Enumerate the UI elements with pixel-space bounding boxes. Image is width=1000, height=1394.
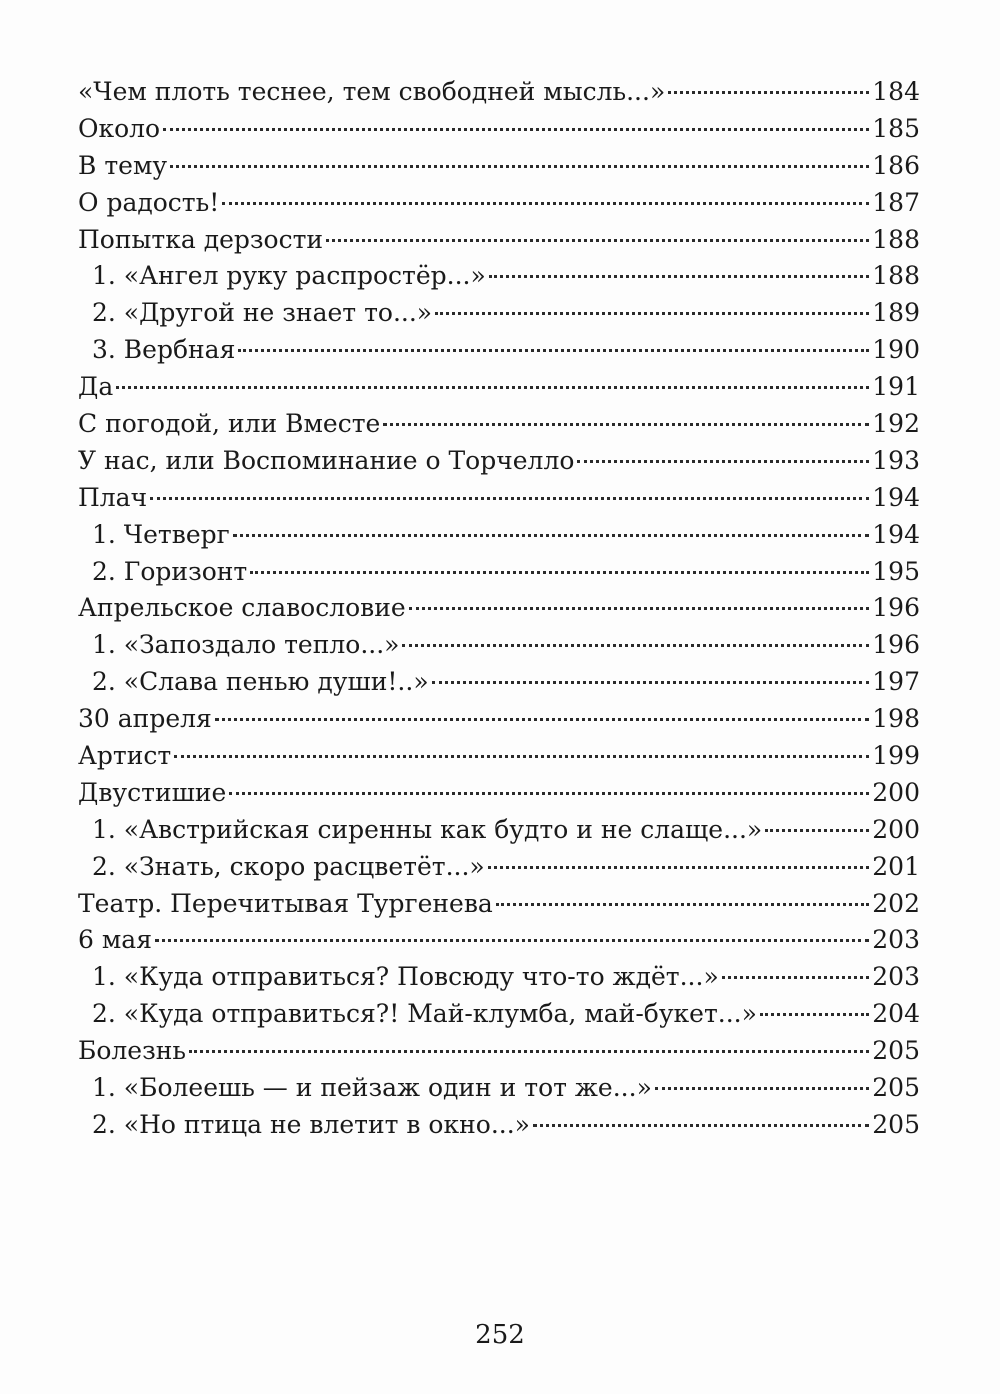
toc-entry: [78, 775, 920, 812]
dot-leader: [215, 718, 869, 721]
toc-entry-page: 197: [872, 667, 920, 697]
dot-leader: [155, 939, 869, 942]
dot-leader: [229, 792, 869, 795]
toc-entry-title: «Чем плоть теснее, тем свободней мысль...»: [78, 77, 666, 106]
toc-subentry: [78, 554, 920, 591]
dot-leader: [402, 644, 869, 647]
toc-entry-page: 194: [872, 482, 920, 512]
dot-leader: [577, 460, 869, 463]
dot-leader: [435, 312, 869, 315]
toc-entry-page: 188: [872, 224, 920, 254]
toc-subentry: [78, 517, 920, 554]
toc-subentry: [78, 332, 920, 369]
toc-entry-title: Да: [78, 372, 114, 402]
toc-entry-page: 191: [872, 372, 920, 402]
toc-entry-title: Апрельское славословие: [78, 593, 406, 623]
toc-entry: [78, 480, 920, 517]
toc-entry-title: 1. «Болеешь — и пейзаж один и тот же...»: [92, 1073, 652, 1103]
toc-entry-title: 2. Горизонт: [92, 556, 248, 586]
toc-subentry: [78, 664, 920, 701]
dot-leader: [496, 903, 869, 906]
toc-entry: [78, 369, 920, 406]
dot-leader: [174, 755, 869, 758]
toc-entry-title: 1. Четверг: [92, 519, 230, 549]
toc-entry-page: 196: [872, 630, 920, 660]
toc-entry-page: 198: [872, 704, 920, 734]
dot-leader: [170, 165, 869, 168]
toc-entry-page: 200: [872, 777, 920, 807]
toc-subentry: [78, 812, 920, 849]
toc-entry-page: 189: [872, 298, 920, 328]
toc-entry-title: 1. «Куда отправиться? Повсюду что-то ждёт...»: [92, 962, 719, 992]
toc-entry: [78, 222, 920, 259]
toc-entry-title: Артист: [78, 741, 172, 771]
toc-entry: [78, 406, 920, 443]
toc-subentry: [78, 1070, 920, 1107]
dot-leader: [189, 1050, 869, 1053]
toc-entry-title: 2. «Другой не знает то...»: [92, 298, 433, 328]
toc-entry-title: 3. Вербная: [92, 335, 236, 365]
table-of-contents: [78, 74, 920, 1144]
toc-entry-page: 205: [872, 1036, 920, 1066]
toc-entry-page: 184: [872, 77, 920, 106]
toc-entry: [78, 701, 920, 738]
toc-entry-page: 187: [872, 187, 920, 217]
toc-entry-page: 186: [872, 150, 920, 180]
dot-leader: [238, 349, 869, 352]
dot-leader: [163, 128, 869, 131]
toc-entry-page: 190: [872, 335, 920, 365]
toc-subentry: [78, 996, 920, 1033]
dot-leader: [222, 202, 869, 205]
toc-subentry: [78, 959, 920, 996]
toc-entry-title: 2. «Знать, скоро расцветёт...»: [92, 851, 485, 881]
toc-entry-title: 6 мая: [78, 925, 152, 955]
dot-leader: [668, 91, 869, 94]
toc-entry-page: 196: [872, 593, 920, 623]
toc-entry-title: Около: [78, 113, 161, 143]
toc-entry-page: 200: [872, 814, 920, 844]
toc-entry-title: 30 апреля: [78, 704, 212, 734]
toc-entry-page: 185: [872, 113, 920, 143]
toc-entry: [78, 922, 920, 959]
toc-subentry: [78, 1107, 920, 1144]
toc-entry-title: С погодой, или Вместе: [78, 409, 381, 439]
dot-leader: [326, 239, 869, 242]
dot-leader: [250, 571, 869, 574]
dot-leader: [150, 497, 869, 500]
toc-entry: [78, 886, 920, 923]
toc-entry-page: 205: [872, 1109, 920, 1139]
toc-entry-title: В тему: [78, 150, 168, 180]
toc-entry-page: 199: [872, 741, 920, 771]
toc-entry-title: О радость!: [78, 187, 220, 217]
toc-entry-title: Болезнь: [78, 1036, 187, 1066]
toc-entry-title: Плач: [78, 482, 148, 512]
toc-subentry: [78, 258, 920, 295]
dot-leader: [655, 1087, 869, 1090]
toc-entry-title: 1. «Ангел руку распростёр...»: [92, 261, 486, 291]
toc-entry-page: 188: [872, 261, 920, 291]
dot-leader: [432, 681, 869, 684]
dot-leader: [383, 423, 869, 426]
toc-entry-title: 2. «Но птица не влетит в окно...»: [92, 1109, 530, 1139]
toc-entry-page: 205: [872, 1073, 920, 1103]
toc-subentry: [78, 849, 920, 886]
toc-subentry: [78, 627, 920, 664]
toc-entry-page: 203: [872, 925, 920, 955]
toc-entry: [78, 111, 920, 148]
toc-entry-page: 194: [872, 519, 920, 549]
toc-entry-title: 1. «Австрийская сиренны как будто и не слаще...»: [92, 814, 763, 844]
toc-entry-title: Театр. Перечитывая Тургенева: [78, 888, 493, 918]
toc-entry-page: 192: [872, 409, 920, 439]
toc-entry-page: 203: [872, 962, 920, 992]
toc-entry: [78, 148, 920, 185]
toc-entry-title: Двустишие: [78, 777, 227, 807]
toc-entry-title: У нас, или Воспоминание о Торчелло: [78, 445, 575, 475]
toc-entry-page: 201: [872, 851, 920, 881]
toc-subentry: [78, 295, 920, 332]
toc-entry-title: 2. «Слава пенью души!..»: [92, 667, 429, 697]
dot-leader: [233, 534, 869, 537]
dot-leader: [533, 1124, 869, 1127]
dot-leader: [488, 866, 869, 869]
dot-leader: [489, 275, 869, 278]
toc-entry-title: 2. «Куда отправиться?! Май-клумба, май-букет...»: [92, 999, 757, 1029]
toc-entry: [78, 443, 920, 480]
toc-entry-page: 202: [872, 888, 920, 918]
page-number: 252: [475, 1320, 525, 1350]
toc-entry: [78, 590, 920, 627]
toc-entry-title: 1. «Запоздало тепло...»: [92, 630, 400, 660]
toc-entry: [78, 738, 920, 775]
toc-entry: [78, 1033, 920, 1070]
toc-entry-page: 195: [872, 556, 920, 586]
toc-entry-page: 193: [872, 445, 920, 475]
dot-leader: [116, 386, 869, 389]
dot-leader: [409, 607, 869, 610]
dot-leader: [765, 829, 869, 832]
toc-entry: [78, 74, 920, 111]
toc-entry-title: Попытка дерзости: [78, 224, 324, 254]
dot-leader: [760, 1013, 869, 1016]
toc-entry-page: 204: [872, 999, 920, 1029]
toc-entry: [78, 185, 920, 222]
dot-leader: [722, 976, 869, 979]
